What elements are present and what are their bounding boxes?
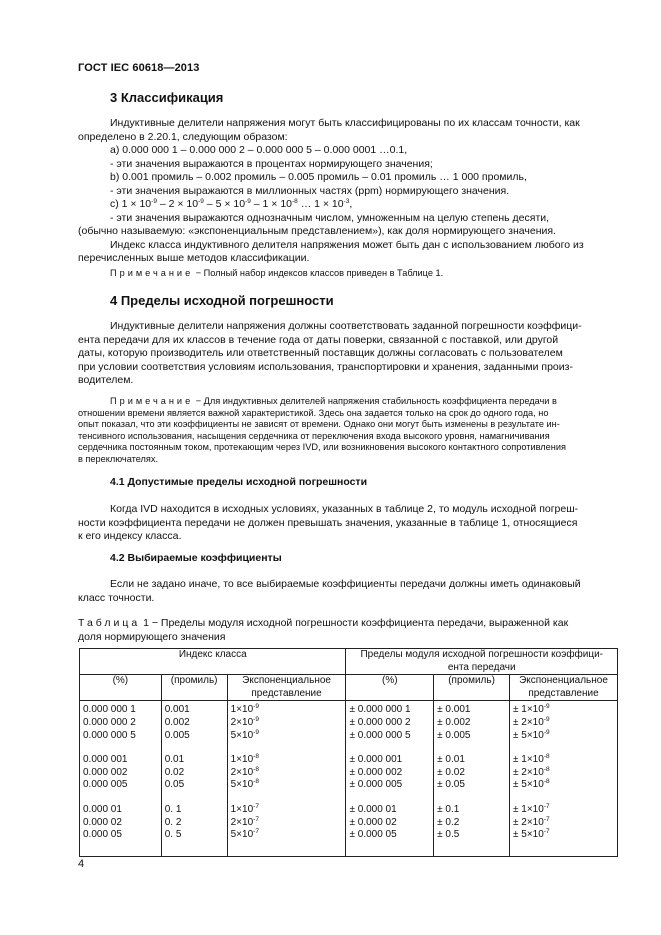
table-column-header-row	[80, 675, 618, 701]
table-cell-pct: 0.000 002	[83, 766, 128, 778]
exponent: -9	[253, 728, 259, 736]
exponent: -8	[253, 765, 259, 773]
table-cell-lim-pct: ± 0.000 001	[349, 754, 403, 766]
col-header-lim-exp-line-1: Экспоненциальное	[519, 675, 608, 687]
table-cell-lim-permil: ± 0.02	[437, 766, 465, 778]
s4-para-3: даты, которую производитель или ответственный поставщик должны согласовать с пользователем	[78, 347, 563, 359]
table-cell-lim-permil: ± 0.1	[437, 803, 460, 815]
table-caption-line-1	[78, 617, 616, 631]
table-cell-permil: 0.001	[164, 704, 190, 716]
header-error-limits	[346, 649, 618, 675]
s4-note-text-1: − Для индуктивных делителей напряжения стабильность коэффициента передачи в	[193, 396, 557, 406]
table-cell-pct: 0.000 000 5	[83, 729, 136, 741]
table-cell-exp: $1\times 10^{-7}$	[230, 802, 259, 815]
header-error-limits-line-2: ента передачи	[447, 661, 516, 673]
table-cell-permil: 0.02	[164, 766, 185, 778]
table-cell-lim-exp: ± $2\times 10^{-9}$	[513, 715, 550, 728]
s3-intro-2: определено в 2.20.1, следующим образом:	[78, 130, 288, 143]
table-cell-lim-permil: ± 0.002	[437, 716, 471, 728]
col-header-exp	[227, 675, 346, 701]
col-permil-values	[161, 701, 227, 856]
table-cell-lim-permil: ± 0.2	[437, 816, 460, 828]
s3-index-para-1: Индекс класса индуктивного делителя напряжения может быть дан с использованием любого из	[110, 238, 584, 251]
table-cell-lim-permil: ± 0.01	[437, 754, 465, 766]
s3-item-c: c) $1 \times 10^{-9} - 2 \times 10^{-9} - 5 \times 10^{-9} - 1 \times 10^{-8}$ … $1 \times 10^{-3}$,	[110, 198, 353, 210]
table-cell-permil: 0.002	[164, 716, 190, 728]
exponent: -7	[253, 815, 259, 823]
s3-note-label: Примечание	[110, 268, 194, 278]
table-1	[79, 648, 618, 857]
table-cell-lim-exp: ± $1\times 10^{-8}$	[513, 753, 550, 766]
s3-item-b-note: - эти значения выражаются в миллионных частях (ppm) нормирующего значения.	[110, 184, 510, 197]
col-header-lim-exp-line-2: представление	[528, 687, 599, 699]
table-cell-permil: 0.05	[164, 779, 185, 791]
s3-note	[110, 268, 616, 280]
s4-note-line-1	[78, 396, 616, 408]
s41-para-2: ности коэффициента передачи не должен превышать значения, указанные в таблице 1, относящиеся	[78, 516, 578, 529]
col-exp-values	[227, 701, 346, 856]
table-cell-exp: $5\times 10^{-7}$	[230, 828, 259, 841]
header-error-limits-line-1: Пределы модуля исходной погрешности коэффици-	[360, 649, 604, 660]
table-caption-label: Таблица	[78, 617, 141, 629]
header-class-index: Индекс класса	[80, 649, 346, 675]
exponent: -7	[253, 802, 259, 810]
table-cell-pct: 0.000 005	[83, 779, 128, 791]
col-header-lim-exp	[510, 675, 618, 701]
s3-index-para-2: перечисленных выше методов классификации.	[78, 252, 310, 264]
section-3-title: 3 Классификация	[110, 90, 224, 105]
table-cell-lim-pct: ± 0.000 000 5	[349, 729, 411, 741]
table-cell-exp: $5\times 10^{-8}$	[230, 778, 259, 791]
section-3-body	[78, 117, 616, 266]
s3-item-a-note: - эти значения выражаются в процентах нормирующего значения;	[110, 157, 433, 170]
exponent: -7	[543, 815, 550, 823]
s4-note-line-5: сердечника постоянным током, протекающим через IVD, или возникновения высокого контактного сопротивления	[78, 442, 566, 453]
col-lim-pct-values	[346, 701, 434, 856]
s4-note-line-4: тенсивного использования, насыщения сердечника от переключения входа высокого уровня, намагничивания	[78, 430, 550, 441]
table-cell-lim-permil: ± 0.5	[437, 829, 460, 841]
s4-para-5: водителем.	[78, 374, 134, 386]
section-4-1-title: 4.1 Допустимые пределы исходной погрешности	[110, 476, 368, 488]
s4-para-2: ента передачи для их классов в течение года от даты поверки, связанной с поставкой, или другой	[78, 333, 559, 346]
exponent: -9	[543, 703, 550, 711]
section-4-2-body	[78, 578, 616, 605]
table-cell-pct: 0.000 02	[83, 816, 122, 828]
table-cell-exp: $1\times 10^{-8}$	[230, 753, 259, 766]
s4-note-label: Примечание	[110, 396, 194, 406]
table-cell-exp: $1\times 10^{-9}$	[230, 703, 259, 716]
col-header-permil: (промиль)	[161, 675, 227, 701]
table-1-caption	[78, 617, 616, 644]
col-header-pct: (%)	[80, 675, 162, 701]
s4-note-line-6: в переключателях.	[78, 453, 158, 464]
table-cell-lim-exp: ± $2\times 10^{-8}$	[513, 765, 550, 778]
exponent: -9	[253, 715, 259, 723]
section-4-body	[78, 320, 616, 388]
document-header: ГОСТ IEC 60618—2013	[78, 62, 200, 74]
s42-para-1: Если не задано иначе, то все выбираемые коэффициенты передачи должны иметь одинаковый	[110, 578, 581, 590]
exponent: -8	[543, 765, 550, 773]
page-number: 4	[78, 858, 85, 870]
exponent: -8	[253, 753, 259, 761]
table-cell-pct: 0.000 001	[83, 754, 128, 766]
table-cell-lim-pct: ± 0.000 002	[349, 766, 403, 778]
col-header-exp-line-2: представление	[251, 687, 322, 699]
s4-para-1: Индуктивные делители напряжения должны соответствовать заданной погрешности коэффици-	[110, 320, 582, 332]
exponent: -7	[543, 828, 550, 836]
table-cell-lim-exp: ± $1\times 10^{-7}$	[513, 802, 550, 815]
table-cell-lim-exp: ± $2\times 10^{-7}$	[513, 815, 550, 828]
table-cell-lim-pct: ± 0.000 02	[349, 816, 397, 828]
table-cell-lim-exp: ± $1\times 10^{-9}$	[513, 703, 550, 716]
col-header-lim-permil: (промиль)	[434, 675, 510, 701]
col-lim-permil-values	[434, 701, 510, 856]
table-cell-exp: $2\times 10^{-9}$	[230, 715, 259, 728]
table-cell-exp: $2\times 10^{-7}$	[230, 815, 259, 828]
table-caption-text-1: 1 − Пределы модуля исходной погрешности коэффициента передачи, выраженной как	[140, 617, 569, 629]
table-cell-pct: 0.000 05	[83, 829, 122, 841]
s41-para-1: Когда IVD находится в исходных условиях, указанных в таблице 2, то модуль исходной погреш-	[110, 503, 579, 515]
table-cell-permil: 0.005	[164, 729, 190, 741]
section-4-1-body	[78, 503, 616, 544]
table-cell-lim-pct: ± 0.000 01	[349, 803, 397, 815]
table-cell-permil: 0. 1	[164, 803, 182, 815]
table-cell-exp: $5\times 10^{-9}$	[230, 728, 259, 741]
exponent: -7	[543, 802, 550, 810]
exponent: -9	[543, 715, 550, 723]
exponent: -9	[253, 703, 259, 711]
table-cell-lim-pct: ± 0.000 05	[349, 829, 397, 841]
table-cell-lim-permil: ± 0.05	[437, 779, 465, 791]
col-pct-values	[80, 701, 162, 856]
s3-item-a: a) 0.000 000 1 – 0.000 000 2 – 0.000 000 5 – 0.000 0001 …0.1,	[110, 144, 408, 156]
exponent: -9	[543, 728, 550, 736]
table-cell-lim-exp: ± $5\times 10^{-8}$	[513, 778, 550, 791]
exponent: -8	[543, 753, 550, 761]
table-group-header-row	[80, 649, 618, 675]
s4-para-4: при условии соответствия условиям использования, транспортировки и хранения, заданными произ-	[78, 360, 573, 373]
s41-para-3: к его индексу класса.	[78, 530, 182, 542]
table-cell-exp: $2\times 10^{-8}$	[230, 765, 259, 778]
table-cell-permil: 0. 2	[164, 816, 182, 828]
s3-item-c-note-2: (обычно называемую: «экспоненциальным представлением»), как доля нормирующего значения.	[78, 225, 556, 237]
table-cell-lim-permil: ± 0.005	[437, 729, 471, 741]
table-caption-line-2: доля нормирующего значения	[78, 630, 226, 643]
s3-intro-1: Индуктивные делители напряжения могут быть классифицированы по их классам точности, как	[110, 117, 580, 129]
table-cell-permil: 0. 5	[164, 829, 182, 841]
table-body-row	[80, 701, 618, 856]
section-4-title: 4 Пределы исходной погрешности	[110, 293, 334, 308]
s3-note-text: − Полный набор индексов классов приведен в Таблице 1.	[193, 268, 444, 278]
exponent: -8	[253, 778, 259, 786]
s42-para-2: класс точности.	[78, 591, 155, 604]
col-header-exp-line-1: Экспоненциальное	[242, 675, 331, 687]
table-cell-lim-exp: ± $5\times 10^{-7}$	[513, 828, 550, 841]
s3-item-b: b) 0.001 промиль – 0.002 промиль – 0.005 промиль – 0.01 промиль … 1 000 промиль,	[110, 171, 527, 183]
table-cell-pct: 0.000 000 2	[83, 716, 136, 728]
col-lim-exp-values	[510, 701, 618, 856]
s4-note-line-2: отношении времени является важной характеристикой. Здесь она задается только на срок до одного года, но	[78, 407, 549, 418]
exponent: -7	[253, 828, 259, 836]
exponent: -8	[543, 778, 550, 786]
s4-note	[78, 396, 616, 466]
table-cell-pct: 0.000 01	[83, 803, 122, 815]
table-cell-lim-exp: ± $5\times 10^{-9}$	[513, 728, 550, 741]
table-cell-lim-pct: ± 0.000 000 1	[349, 704, 411, 716]
s3-item-c-note-1: - эти значения выражаются однозначным числом, умноженным на целую степень десяти,	[110, 211, 550, 224]
table-cell-pct: 0.000 000 1	[83, 704, 136, 716]
table-cell-lim-pct: ± 0.000 000 2	[349, 716, 411, 728]
section-4-2-title: 4.2 Выбираемые коэффициенты	[110, 552, 282, 564]
table-cell-permil: 0.01	[164, 754, 185, 766]
s4-note-line-3: опыт показал, что эти коэффициенты не зависят от времени. Однако они могут быть изменены в результате ин-	[78, 419, 560, 430]
table-cell-lim-permil: ± 0.001	[437, 704, 471, 716]
col-header-lim-pct: (%)	[346, 675, 434, 701]
table-cell-lim-pct: ± 0.000 005	[349, 779, 403, 791]
